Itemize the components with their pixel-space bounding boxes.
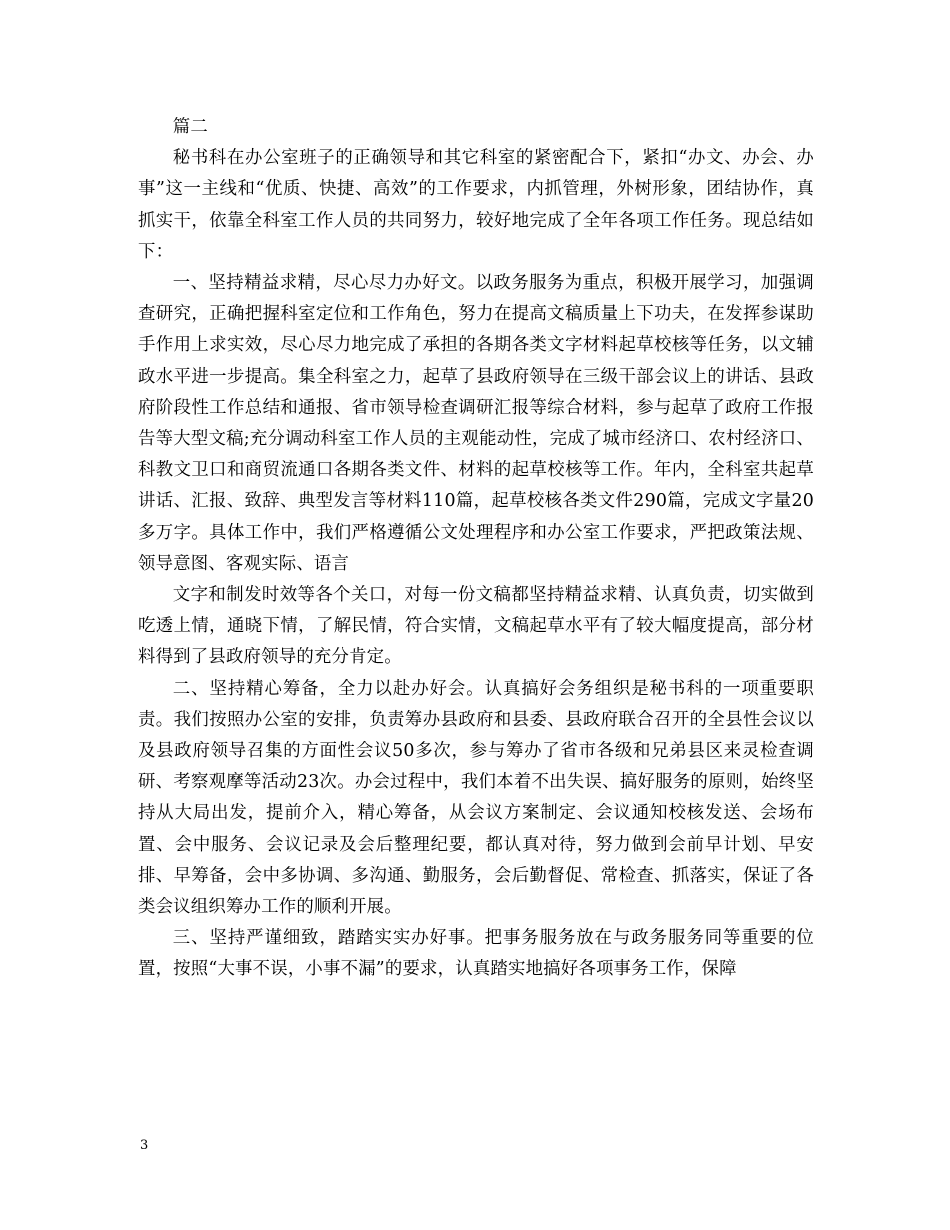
page-number: 3 [140, 1138, 149, 1153]
document-body [138, 112, 814, 986]
paragraph-point-one-continued: 文字和制发时效等各个关口，对每一份文稿都坚持精益求精、认真负责，切实做到吃透上情，通晓下情，了解民情，符合实情，文稿起草水平有了较大幅度提高，部分材料得到了县政府领导的充分肯定。 [138, 585, 814, 668]
paragraph-intro: 秘书科在办公室班子的正确领导和其它科室的紧密配合下，紧扣“办文、办会、办事”这一主线和“优质、快捷、高效”的工作要求，内抓管理，外树形象，团结协作，真抓实干，依靠全科室工作人员的共同努力，较好地完成了全年各项工作任务。现总结如下： [138, 148, 814, 262]
paragraph-point-three: 三、坚持严谨细致，踏踏实实办好事。把事务服务放在与政务服务同等重要的位置，按照“大事不误，小事不漏”的要求，认真踏实地搞好各项事务工作，保障 [138, 928, 814, 980]
paragraph-point-one: 一、坚持精益求精，尽心尽力办好文。以政务服务为重点，积极开展学习，加强调查研究，正确把握科室定位和工作角色，努力在提高文稿质量上下功夫，在发挥参谋助手作用上求实效，尽心尽力地完成了承担的各期各类文字材料起草校核等任务，以文辅政水平进一步提高。集全科室之力，起草了县政府领导在三级干部会议上的讲话、县政府阶段性工作总结和通报、省市领导检查调研汇报等综合材料，参与起草了政府工作报告等大型文稿;充分调动科室工作人员的主观能动性，完成了城市经济口、农村经济口、科教文卫口和商贸流通口各期各类文件、材料的起草校核等工作。年内，全科室共起草讲话、汇报、致辞、典型发言等材料110篇，起草校核各类文件290篇，完成文字量20多万字。具体工作中，我们严格遵循公文处理程序和办公室工作要求，严把政策法规、领导意图、客观实际、语言 [138, 273, 814, 574]
section-heading: 篇二 [172, 117, 208, 137]
paragraph-point-two: 二、坚持精心筹备，全力以赴办好会。认真搞好会务组织是秘书科的一项重要职责。我们按照办公室的安排，负责筹办县政府和县委、县政府联合召开的全县性会议以及县政府领导召集的方面性会议50多次，参与筹办了省市各级和兄弟县区来灵检查调研、考察观摩等活动23次。办会过程中，我们本着不出失误、搞好服务的原则，始终坚持从大局出发，提前介入，精心筹备，从会议方案制定、会议通知校核发送、会场布置、会中服务、会议记录及会后整理纪要，都认真对待，努力做到会前早计划、早安排、早筹备，会中多协调、多沟通、勤服务，会后勤督促、常检查、抓落实，保证了各类会议组织筹办工作的顺利开展。 [138, 678, 814, 918]
